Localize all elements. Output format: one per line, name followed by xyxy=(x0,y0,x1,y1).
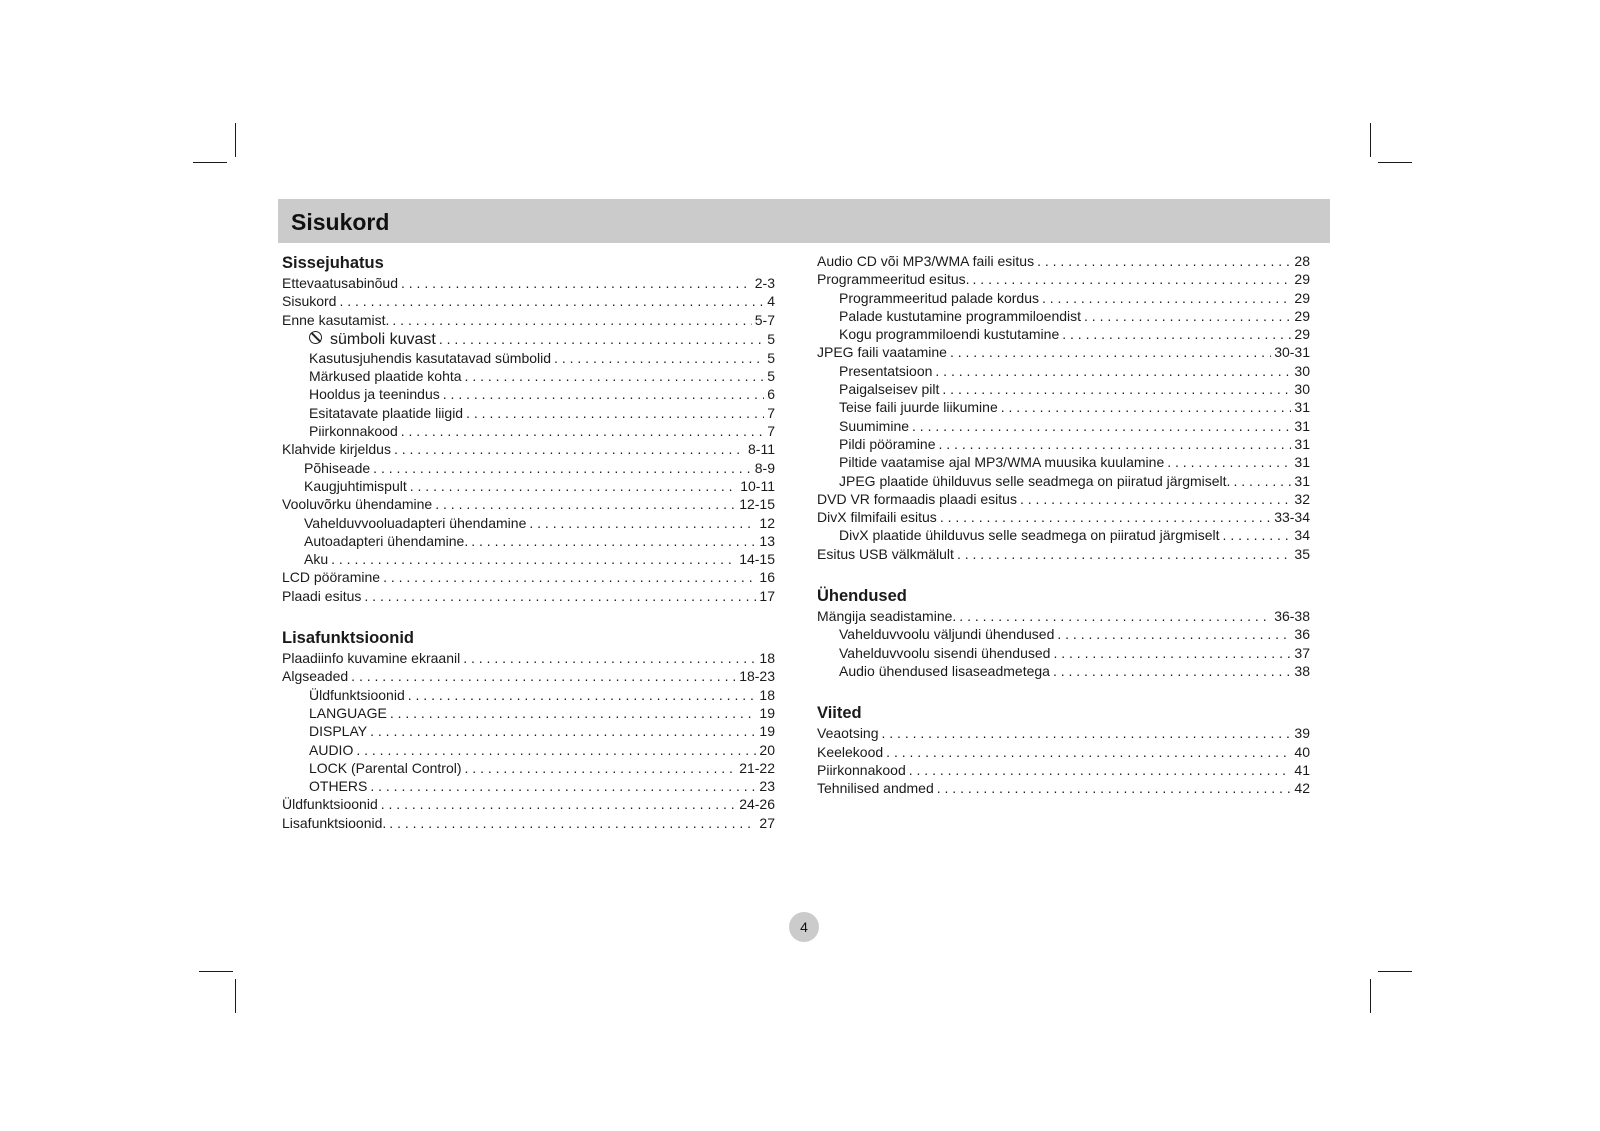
crop-mark xyxy=(1370,979,1371,1013)
toc-entry[interactable]: Kaugjuhtimispult . . . 10-11 xyxy=(282,477,775,495)
crop-mark xyxy=(1378,162,1412,163)
toc-entry[interactable]: Piltide vaatamise ajal MP3/WMA muusika kuulamine . . . 31 xyxy=(817,453,1310,471)
toc-entry[interactable]: Audio ühendused lisaseadmetega . . . 38 xyxy=(817,662,1310,680)
toc-entry[interactable]: Lisafunktsioonid. . . . 27 xyxy=(282,814,775,832)
toc-entry[interactable]: Üldfunktsioonid . . . 24-26 xyxy=(282,795,775,813)
toc-entry[interactable]: Programmeeritud palade kordus . . . 29 xyxy=(817,289,1310,307)
section-heading: Viited xyxy=(817,704,862,723)
toc-entry[interactable]: Piirkonnakood . . . 41 xyxy=(817,761,1310,779)
toc-entry[interactable]: Üldfunktsioonid . . . 18 xyxy=(282,686,775,704)
crop-mark xyxy=(1378,971,1412,972)
toc-entry[interactable]: Vahelduvvoolu väljundi ühendused . . . 36 xyxy=(817,625,1310,643)
toc-entry[interactable]: Teise faili juurde liikumine . . . 31 xyxy=(817,398,1310,416)
toc-entry[interactable]: DVD VR formaadis plaadi esitus . . . 32 xyxy=(817,490,1310,508)
toc-entry[interactable]: Märkused plaatide kohta . . . 5 xyxy=(282,367,775,385)
toc-entry[interactable]: Vooluvõrku ühendamine . . . 12-15 xyxy=(282,495,775,513)
toc-entry[interactable]: Aku . . . 14-15 xyxy=(282,550,775,568)
toc-entry[interactable]: OTHERS . . . 23 xyxy=(282,777,775,795)
toc-entry[interactable]: Autoadapteri ühendamine. . . . 13 xyxy=(282,532,775,550)
toc-entry[interactable]: Esitus USB välkmälult . . . 35 xyxy=(817,545,1310,563)
toc-entry[interactable]: Pildi pööramine . . . 31 xyxy=(817,435,1310,453)
crop-mark xyxy=(235,979,236,1013)
toc-entry[interactable]: Keelekood . . . 40 xyxy=(817,743,1310,761)
toc-entry[interactable]: DivX filmifaili esitus . . . 33-34 xyxy=(817,508,1310,526)
toc-entry[interactable]: DivX plaatide ühilduvus selle seadmega on piiratud järgmiselt . . . 34 xyxy=(817,526,1310,544)
title-bar xyxy=(278,199,1330,243)
toc-entry[interactable]: Vahelduvvooluadapteri ühendamine . . . 12 xyxy=(282,514,775,532)
crop-mark xyxy=(199,971,233,972)
toc-entry[interactable]: LANGUAGE . . . 19 xyxy=(282,704,775,722)
toc-entry[interactable]: Tehnilised andmed . . . 42 xyxy=(817,779,1310,797)
section-heading: Sissejuhatus xyxy=(282,254,384,272)
section-heading: Lisafunktsioonid xyxy=(282,629,414,648)
toc-entry[interactable]: Presentatsioon . . . 30 xyxy=(817,362,1310,380)
crop-mark xyxy=(235,123,236,157)
toc-entry[interactable]: Põhiseade . . . 8-9 xyxy=(282,459,775,477)
toc-entry[interactable]: DISPLAY . . . 19 xyxy=(282,722,775,740)
toc-entry[interactable]: Programmeeritud esitus. . . . 29 xyxy=(817,270,1310,288)
toc-entry[interactable]: Palade kustutamine programmiloendist . . . 29 xyxy=(817,307,1310,325)
prohibited-icon xyxy=(309,331,322,344)
toc-entry[interactable]: Suumimine . . . 31 xyxy=(817,417,1310,435)
toc-entry[interactable]: Kogu programmiloendi kustutamine . . . 29 xyxy=(817,325,1310,343)
toc-entry[interactable]: Klahvide kirjeldus . . . 8-11 xyxy=(282,440,775,458)
page-number-badge: 4 xyxy=(789,912,819,942)
toc-entry[interactable]: Algseaded . . . 18-23 xyxy=(282,667,775,685)
crop-mark xyxy=(193,162,227,163)
toc-left-column xyxy=(282,252,775,832)
toc-entry[interactable]: sümboli kuvast . . . 5 xyxy=(282,329,775,349)
toc-entry[interactable]: Plaadiinfo kuvamine ekraanil . . . 18 xyxy=(282,649,775,667)
toc-entry[interactable]: Piirkonnakood . . . 7 xyxy=(282,422,775,440)
toc-entry[interactable]: JPEG faili vaatamine . . . 30-31 xyxy=(817,343,1310,361)
toc-entry[interactable]: Ettevaatusabinõud . . . 2-3 xyxy=(282,274,775,292)
toc-entry[interactable]: Enne kasutamist. . . . 5-7 xyxy=(282,311,775,329)
toc-entry[interactable]: JPEG plaatide ühilduvus selle seadmega on piiratud järgmiselt. . . . 31 xyxy=(817,472,1310,490)
toc-entry[interactable]: Veaotsing . . . 39 xyxy=(817,724,1310,742)
toc-entry[interactable]: LCD pööramine . . . 16 xyxy=(282,568,775,586)
toc-entry[interactable]: Vahelduvvoolu sisendi ühendused . . . 37 xyxy=(817,644,1310,662)
toc-entry[interactable]: LOCK (Parental Control) . . . 21-22 xyxy=(282,759,775,777)
page-title: Sisukord xyxy=(291,209,390,235)
toc-entry[interactable]: Esitatavate plaatide liigid . . . 7 xyxy=(282,404,775,422)
section-heading: Ühendused xyxy=(817,587,907,606)
toc-entry[interactable]: Paigalseisev pilt . . . 30 xyxy=(817,380,1310,398)
toc-entry[interactable]: Plaadi esitus . . . 17 xyxy=(282,587,775,605)
crop-mark xyxy=(1370,123,1371,157)
toc-entry[interactable]: Audio CD või MP3/WMA faili esitus . . . 28 xyxy=(817,252,1310,270)
toc-entry[interactable]: Kasutusjuhendis kasutatavad sümbolid . . . 5 xyxy=(282,349,775,367)
toc-entry[interactable]: AUDIO . . . 20 xyxy=(282,741,775,759)
toc-right-column xyxy=(817,252,1310,797)
toc-entry[interactable]: Hooldus ja teenindus . . . 6 xyxy=(282,385,775,403)
toc-entry[interactable]: Mängija seadistamine. . . . 36-38 xyxy=(817,607,1310,625)
toc-entry[interactable]: Sisukord . . . 4 xyxy=(282,292,775,310)
